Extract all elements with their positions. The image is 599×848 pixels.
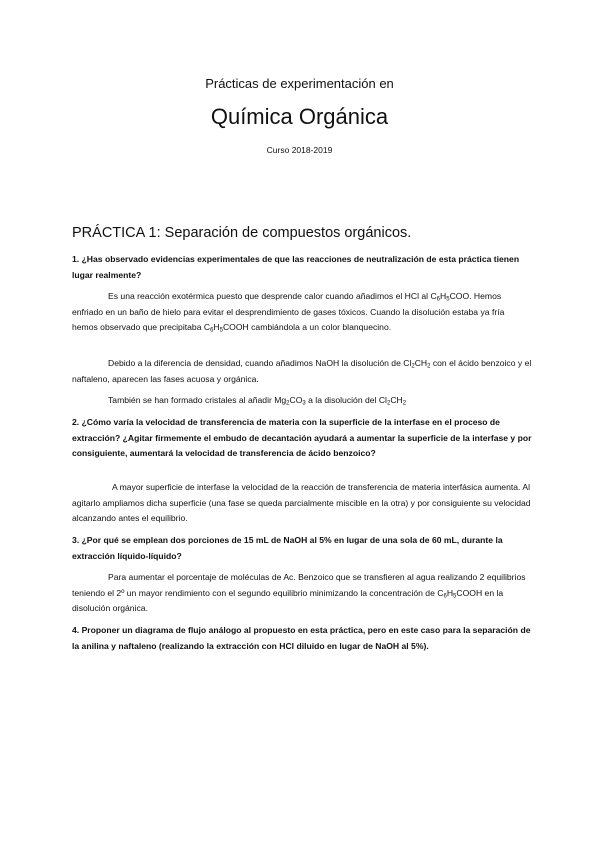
answer-text: COOH cambiándola a un color blanquecino. <box>222 322 392 333</box>
subscript: 5 <box>219 327 223 334</box>
question-3-number: 3. <box>72 535 80 545</box>
subscript: 5 <box>453 593 457 600</box>
subscript: 3 <box>302 400 306 407</box>
subscript: 2 <box>286 400 290 407</box>
subscript: 2 <box>402 400 407 407</box>
question-2-number: 2. <box>72 417 80 427</box>
subscript: 5 <box>446 296 450 303</box>
subscript: 2 <box>427 363 431 370</box>
subscript: 2 <box>386 400 391 407</box>
answer-text: con el ácido benzoico y el naftaleno, aparecen las fases acuosa y orgánica. <box>72 358 532 384</box>
answer-1-paragraph-3 <box>72 393 532 409</box>
question-1-text: ¿Has observado evidencias experimentales de que las reacciones de neutralización de esta práctica tienen lugar realmente? <box>72 254 520 280</box>
answer-text: COO. Hemos enfriado en un baño de hielo para evitar el desprendimiento de gases tóxicos. Cuando la disolución estaba ya fría hemos observado que precipitaba C <box>72 291 505 333</box>
answer-1-paragraph-1 <box>72 289 532 336</box>
answer-2-text: A mayor superficie de interfase la velocidad de la reacción de transferencia de materia interfásica aumenta. Al agitarlo ampliamos dicha superficie (una fase se queda parcialmente miscible en la otra) y por consiguiente su velocidad alcanzando antes el equilibrio. <box>72 482 531 524</box>
subscript: 6 <box>210 327 214 334</box>
question-1-number: 1. <box>72 254 80 264</box>
subscript: 6 <box>443 593 447 600</box>
question-2-text: ¿Cómo varía la velocidad de transferencia de materia con la superficie de la interfase en el proceso de extracción? ¿Agitar firmemente el embudo de decantación ayudará a aumentar la superficie de la interfase y por consiguiente, aumentará la velocidad de transferencia de ácido benzoico? <box>72 417 532 459</box>
answer-text: También se han formado cristales al añadir Mg <box>108 395 287 405</box>
practice-title: PRÁCTICA 1: Separación de compuestos orgánicos. <box>72 225 412 241</box>
answer-3 <box>72 570 532 617</box>
question-3-text: ¿Por qué se emplean dos porciones de 15 mL de NaOH al 5% en lugar de una sola de 60 mL, durante la extracción líquido-líquido? <box>72 535 503 561</box>
answer-2 <box>72 480 532 527</box>
question-4-number: 4. <box>72 625 80 635</box>
question-4 <box>72 623 532 654</box>
question-2 <box>72 415 532 462</box>
question-3 <box>72 533 532 564</box>
answer-text: CH <box>414 358 428 368</box>
answer-text: Debido a la diferencia de densidad, cuando añadimos NaOH la disolución de Cl <box>108 358 412 368</box>
document-subtitle: Prácticas de experimentación en <box>205 76 394 91</box>
answer-1-paragraph-2 <box>72 356 532 387</box>
answer-text: CH <box>390 395 403 405</box>
answer-text: a la disolución del Cl <box>305 395 387 405</box>
answer-text: H <box>446 587 454 598</box>
answer-text: Es una reacción exotérmica puesto que desprende calor cuando añadimos el HCl al C <box>108 291 437 301</box>
answer-text: CO <box>289 395 303 405</box>
answer-text: H <box>440 291 447 301</box>
subscript: 6 <box>436 296 441 303</box>
question-1 <box>72 252 532 283</box>
answer-text: COOH en la disolución orgánica. <box>72 587 504 614</box>
answer-text: H <box>213 322 220 333</box>
question-4-text: Proponer un diagrama de flujo análogo al propuesto en esta práctica, pero en este caso para la separación de la anilina y naftaleno (realizando la extracción con HCl diluido en lugar de NaOH al 5%). <box>72 625 531 651</box>
course-year: Curso 2018-2019 <box>266 145 333 155</box>
document-title: Química Orgánica <box>210 104 389 129</box>
answer-text: Para aumentar el porcentaje de moléculas de Ac. Benzoico que se transfieren al agua realizando 2 equilibrios teniendo el 2º un mayor rendimiento con el segundo equilibrio minimizando la concentración de C <box>72 572 526 598</box>
subscript: 2 <box>411 363 415 370</box>
